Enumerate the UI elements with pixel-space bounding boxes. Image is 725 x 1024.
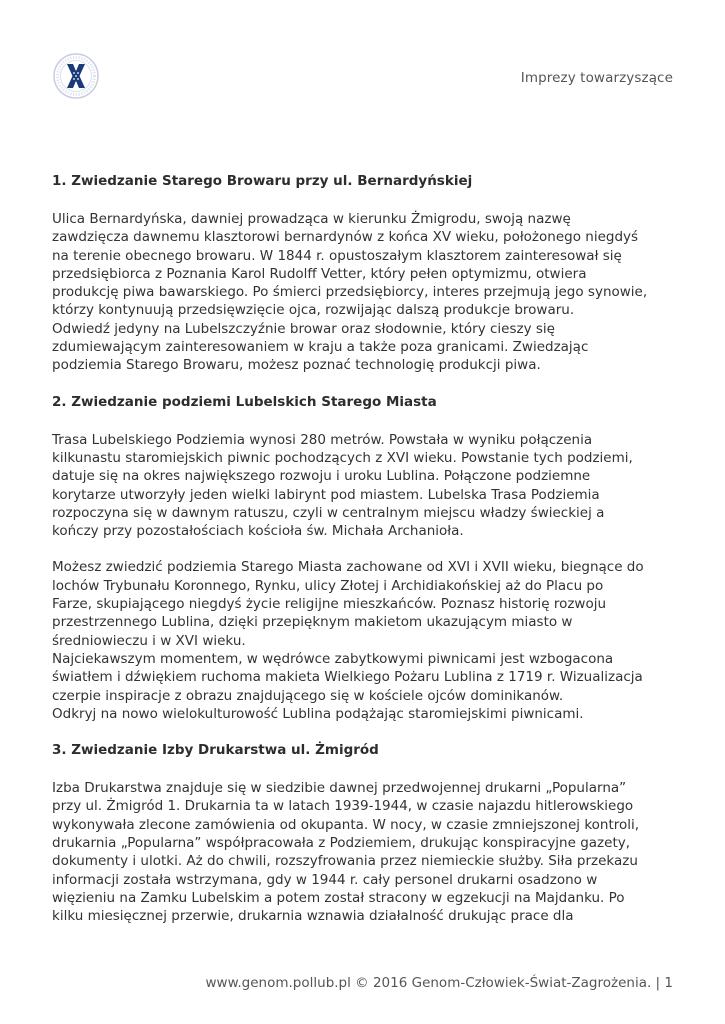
spacer [52, 540, 677, 558]
genom-x-logo-icon [53, 53, 99, 99]
spacer [52, 723, 677, 741]
document-body [52, 172, 677, 926]
page-header-title: Imprezy towarzyszące [520, 70, 673, 86]
section-browar-paragraph: Ulica Bernardyńska, dawniej prowadząca w kierunku Żmigrodu, swoją nazwę zawdzięcza dawnemu klasztorowi bernardynów z końca XV wieku, położonego niegdyś na terenie obecnego browaru. W 1844 r. opustoszałym klasztorem zainteresował się przedsiębiorca z Poznania Karol Rudolff Vetter, który pełen optymizmu, otwiera produkcję piwa bawarskiego. Po śmierci przedsiębiorcy, interes przejmują jego synowie, którzy kontynuują przedsięwzięcie ojca, rozwijając dalszą produkcje browaru. Odwiedź jedyny na Lubelszczyźnie browar oraz słodownie, który cieszy się zdumiewającym zainteresowaniem w kraju a także poza granicami. Zwiedzając podziemia Starego Browaru, możesz poznać technologię produkcji piwa. [52, 211, 648, 374]
spacer [52, 375, 677, 393]
section-drukarstwo-paragraph: Izba Drukarstwa znajduje się w siedzibie dawnej przedwojennej drukarni „Popularna” przy ul. Żmigród 1. Drukarnia ta w latach 1939-1944, w czasie najazdu hitlerowskiego wykonywała zlecone zamówienia od okupanta. W nocy, w czasie zmniejszonej kontroli, drukarnia „Popularna” współpracowała z Podziemiem, drukując konspiracyjne gazety, dokumenty i ulotki. Aż do chwili, rozszyfrowania przez niemieckie służby. Siła przekazu informacji została wstrzymana, gdy w 1944 r. cały personel drukarni osadzono w więzieniu na Zamku Lubelskim a potem został stracony w egzekucji na Majdanku. Po kilku miesięcznej przerwie, drukarnia wznawia działalność drukując prace dla [52, 780, 640, 925]
section-heading-drukarstwo: 3. Zwiedzanie Izby Drukarstwa ul. Żmigród [52, 742, 379, 759]
section-podziemia-paragraph-2: Możesz zwiedzić podziemia Starego Miasta zachowane od XVI i XVII wieku, biegnące do lochów Trybunału Koronnego, Rynku, ulicy Złotej i Archidiakońskiej aż do Placu po Farze, skupiającego niegdyś życie religijne mieszkańców. Poznasz historię rozwoju przestrzennego Lublina, dzięki przepięknym makietom ukazującym miasto w średniowieczu i w XVI wieku. Najciekawszym momentem, w wędrówce zabytkowymi piwnicami jest wzbogacona światłem i dźwiękiem ruchoma makieta Wielkiego Pożaru Lublina z 1719 r. Wizualizacja czerpie inspiracje z obrazu znajdującego się w kościele ojców dominikanów. Odkryj na nowo wielokulturowość Lublina podążając staromiejskimi piwnicami. [52, 559, 644, 722]
page-footer: www.genom.pollub.pl © 2016 Genom-Człowiek-Świat-Zagrożenia. | 1 [205, 975, 673, 991]
section-podziemia-paragraph-1: Trasa Lubelskiego Podziemia wynosi 280 metrów. Powstała w wyniku połączenia kilkunastu staromiejskich piwnic pochodzących z XVI wieku. Powstanie tych podziemi, datuje się na okres największego rozwoju i uroku Lublina. Połączone podziemne korytarze utworzyły jeden wielki labirynt pod miastem. Lubelska Trasa Podziemia rozpoczyna się w dawnym ratuszu, czyli w centralnym miejscu władzy świeckiej a kończy przy pozostałościach kościoła św. Michała Archanioła. [52, 431, 633, 540]
section-heading-browar: 1. Zwiedzanie Starego Browaru przy ul. Bernardyńskiej [52, 173, 473, 189]
section-heading-podziemia: 2. Zwiedzanie podziemi Lubelskich Starego Miasta [52, 393, 437, 410]
